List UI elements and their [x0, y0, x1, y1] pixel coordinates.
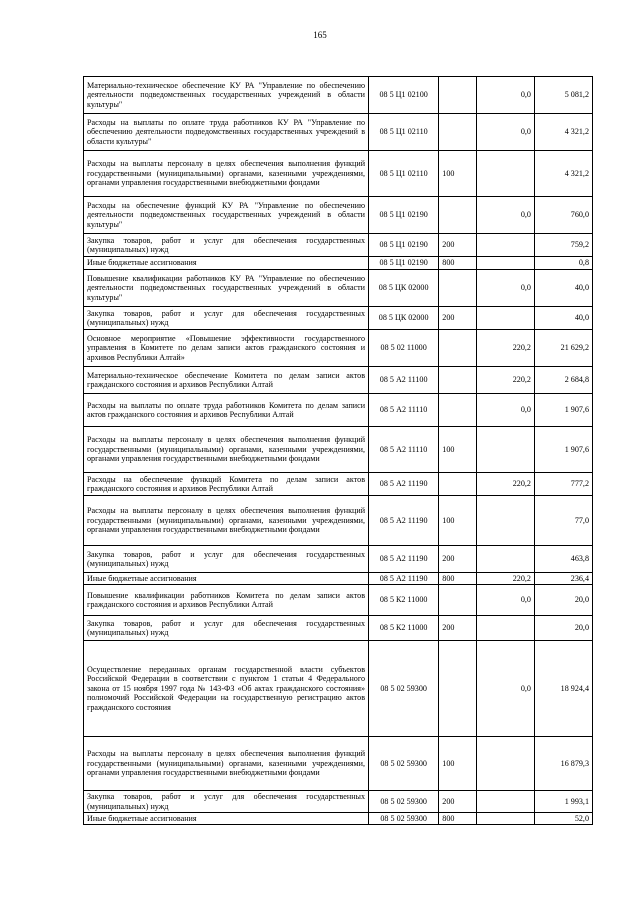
row-expense-type-cell [439, 114, 477, 151]
row-amount-cell: 220,2 [476, 330, 534, 367]
row-expense-type-cell: 100 [439, 737, 477, 791]
table-row [84, 270, 593, 307]
row-code-cell: 08 5 К2 11000 [369, 616, 439, 641]
row-expense-type-cell: 800 [439, 257, 477, 270]
row-code-cell: 08 5 Ц1 02190 [369, 197, 439, 234]
row-code-cell: 08 5 К2 11000 [369, 585, 439, 616]
row-name-cell: Расходы на обеспечение функций КУ РА "Управление по обеспечению деятельности подведомственных государственных учреждений в области культуры" [84, 197, 369, 234]
budget-table-body [84, 77, 593, 825]
table-row [84, 151, 593, 197]
row-expense-type-cell: 100 [439, 151, 477, 197]
row-total-cell: 463,8 [534, 546, 592, 573]
row-name-cell: Повышение квалификации работников Комитета по делам записи актов гражданского состояния и архивов Республики Алтай [84, 585, 369, 616]
row-name-cell: Расходы на выплаты персоналу в целях обеспечения выполнения функций государственными (муниципальными) органами, казенными учреждениями, органами управления государственными внебюджетными фондами [84, 737, 369, 791]
row-name-cell: Расходы на выплаты персоналу в целях обеспечения выполнения функций государственными (муниципальными) органами, казенными учреждениями, органами управления государственными внебюджетными фондами [84, 151, 369, 197]
row-expense-type-cell: 100 [439, 496, 477, 546]
row-code-cell: 08 5 А2 11190 [369, 473, 439, 496]
row-code-cell: 08 5 Ц1 02110 [369, 114, 439, 151]
row-name-cell: Повышение квалификации работников КУ РА "Управление по обеспечению деятельности подведомственных государственных учреждений в области культуры" [84, 270, 369, 307]
row-name-cell: Расходы на обеспечение функций Комитета по делам записи актов гражданского состояния и архивов Республики Алтай [84, 473, 369, 496]
row-expense-type-cell: 200 [439, 791, 477, 813]
row-code-cell: 08 5 А2 11110 [369, 427, 439, 473]
row-total-cell: 77,0 [534, 496, 592, 546]
row-amount-cell: 0,0 [476, 641, 534, 737]
table-row [84, 330, 593, 367]
row-name-cell: Закупка товаров, работ и услуг для обеспечения государственных (муниципальных) нужд [84, 791, 369, 813]
row-name-cell: Закупка товаров, работ и услуг для обеспечения государственных (муниципальных) нужд [84, 546, 369, 573]
table-row [84, 791, 593, 813]
row-amount-cell: 0,0 [476, 197, 534, 234]
row-code-cell: 08 5 А2 11110 [369, 394, 439, 427]
table-row [84, 77, 593, 114]
row-total-cell: 20,0 [534, 616, 592, 641]
row-code-cell: 08 5 А2 11100 [369, 367, 439, 394]
row-total-cell: 40,0 [534, 307, 592, 330]
table-row [84, 114, 593, 151]
row-name-cell: Закупка товаров, работ и услуг для обеспечения государственных (муниципальных) нужд [84, 307, 369, 330]
row-name-cell: Расходы на выплаты персоналу в целях обеспечения выполнения функций государственными (муниципальными) органами, казенными учреждениями, органами управления государственными внебюджетными фондами [84, 496, 369, 546]
row-expense-type-cell [439, 367, 477, 394]
row-expense-type-cell: 800 [439, 813, 477, 825]
table-row [84, 473, 593, 496]
table-row [84, 813, 593, 825]
row-total-cell: 1 907,6 [534, 394, 592, 427]
table-row [84, 394, 593, 427]
row-amount-cell [476, 257, 534, 270]
row-name-cell: Материально-техническое обеспечение Комитета по делам записи актов гражданского состояния и архивов Республики Алтай [84, 367, 369, 394]
table-row [84, 257, 593, 270]
row-name-cell: Материально-техническое обеспечение КУ РА "Управление по обеспечению деятельности подведомственных государственных учреждений в области культуры" [84, 77, 369, 114]
row-expense-type-cell: 200 [439, 234, 477, 257]
row-expense-type-cell [439, 473, 477, 496]
table-row [84, 573, 593, 585]
row-amount-cell [476, 546, 534, 573]
table-row [84, 737, 593, 791]
row-amount-cell: 0,0 [476, 585, 534, 616]
row-total-cell: 0,8 [534, 257, 592, 270]
row-code-cell: 08 5 02 59300 [369, 737, 439, 791]
row-code-cell: 08 5 Ц1 02110 [369, 151, 439, 197]
row-code-cell: 08 5 Ц1 02190 [369, 234, 439, 257]
row-expense-type-cell [439, 77, 477, 114]
table-row [84, 197, 593, 234]
row-amount-cell: 0,0 [476, 270, 534, 307]
row-amount-cell [476, 616, 534, 641]
table-row [84, 496, 593, 546]
row-code-cell: 08 5 А2 11190 [369, 573, 439, 585]
row-total-cell: 2 684,8 [534, 367, 592, 394]
row-expense-type-cell [439, 641, 477, 737]
table-row [84, 546, 593, 573]
row-expense-type-cell: 200 [439, 616, 477, 641]
row-amount-cell [476, 791, 534, 813]
row-amount-cell [476, 496, 534, 546]
row-name-cell: Расходы на выплаты персоналу в целях обеспечения выполнения функций государственными (муниципальными) органами, казенными учреждениями, органами управления государственными внебюджетными фондами [84, 427, 369, 473]
row-code-cell: 08 5 А2 11190 [369, 496, 439, 546]
row-expense-type-cell: 200 [439, 546, 477, 573]
row-amount-cell: 0,0 [476, 77, 534, 114]
row-code-cell: 08 5 ЦК 02000 [369, 270, 439, 307]
row-amount-cell: 220,2 [476, 367, 534, 394]
table-row [84, 307, 593, 330]
row-expense-type-cell [439, 394, 477, 427]
row-name-cell: Осуществление переданных органам государственной власти субъектов Российской Федерации в соответствии с пунктом 1 статьи 4 Федерального закона от 15 ноября 1997 года № 143-ФЗ «Об актах гражданского состояния» полномочий Российской Федерации на государственную регистрацию актов гражданского состояния [84, 641, 369, 737]
row-name-cell: Иные бюджетные ассигнования [84, 573, 369, 585]
row-expense-type-cell [439, 270, 477, 307]
table-row [84, 234, 593, 257]
row-expense-type-cell: 800 [439, 573, 477, 585]
row-total-cell: 52,0 [534, 813, 592, 825]
row-amount-cell [476, 737, 534, 791]
row-name-cell: Расходы на выплаты по оплате труда работников КУ РА "Управление по обеспечению деятельности подведомственных государственных учреждений в области культуры" [84, 114, 369, 151]
row-name-cell: Закупка товаров, работ и услуг для обеспечения государственных (муниципальных) нужд [84, 616, 369, 641]
row-total-cell: 40,0 [534, 270, 592, 307]
row-total-cell: 760,0 [534, 197, 592, 234]
row-name-cell: Основное мероприятие «Повышение эффективности государственного управления в Комитете по делам записи актов гражданского состояния и архивов Республики Алтай» [84, 330, 369, 367]
row-total-cell: 777,2 [534, 473, 592, 496]
table-row [84, 616, 593, 641]
row-code-cell: 08 5 Ц1 02190 [369, 257, 439, 270]
row-code-cell: 08 5 Ц1 02100 [369, 77, 439, 114]
budget-table [83, 76, 593, 825]
row-expense-type-cell [439, 197, 477, 234]
row-code-cell: 08 5 02 11000 [369, 330, 439, 367]
row-expense-type-cell [439, 330, 477, 367]
row-code-cell: 08 5 02 59300 [369, 791, 439, 813]
row-total-cell: 759,2 [534, 234, 592, 257]
row-amount-cell [476, 813, 534, 825]
row-name-cell: Иные бюджетные ассигнования [84, 813, 369, 825]
row-amount-cell [476, 234, 534, 257]
row-total-cell: 5 081,2 [534, 77, 592, 114]
row-code-cell: 08 5 02 59300 [369, 641, 439, 737]
table-row [84, 427, 593, 473]
row-amount-cell [476, 151, 534, 197]
row-name-cell: Расходы на выплаты по оплате труда работников Комитета по делам записи актов гражданского состояния и архивов Республики Алтай [84, 394, 369, 427]
row-name-cell: Закупка товаров, работ и услуг для обеспечения государственных (муниципальных) нужд [84, 234, 369, 257]
row-amount-cell: 220,2 [476, 473, 534, 496]
row-total-cell: 4 321,2 [534, 151, 592, 197]
row-code-cell: 08 5 02 59300 [369, 813, 439, 825]
table-row [84, 367, 593, 394]
table-row [84, 641, 593, 737]
row-code-cell: 08 5 ЦК 02000 [369, 307, 439, 330]
row-expense-type-cell: 200 [439, 307, 477, 330]
row-total-cell: 4 321,2 [534, 114, 592, 151]
row-amount-cell [476, 307, 534, 330]
row-name-cell: Иные бюджетные ассигнования [84, 257, 369, 270]
row-code-cell: 08 5 А2 11190 [369, 546, 439, 573]
row-amount-cell: 220,2 [476, 573, 534, 585]
row-total-cell: 18 924,4 [534, 641, 592, 737]
row-expense-type-cell: 100 [439, 427, 477, 473]
row-total-cell: 16 879,3 [534, 737, 592, 791]
row-amount-cell [476, 427, 534, 473]
row-total-cell: 20,0 [534, 585, 592, 616]
row-amount-cell: 0,0 [476, 114, 534, 151]
row-total-cell: 1 993,1 [534, 791, 592, 813]
row-expense-type-cell [439, 585, 477, 616]
row-amount-cell: 0,0 [476, 394, 534, 427]
row-total-cell: 236,4 [534, 573, 592, 585]
table-row [84, 585, 593, 616]
page-number: 165 [313, 30, 327, 40]
row-total-cell: 1 907,6 [534, 427, 592, 473]
row-total-cell: 21 629,2 [534, 330, 592, 367]
